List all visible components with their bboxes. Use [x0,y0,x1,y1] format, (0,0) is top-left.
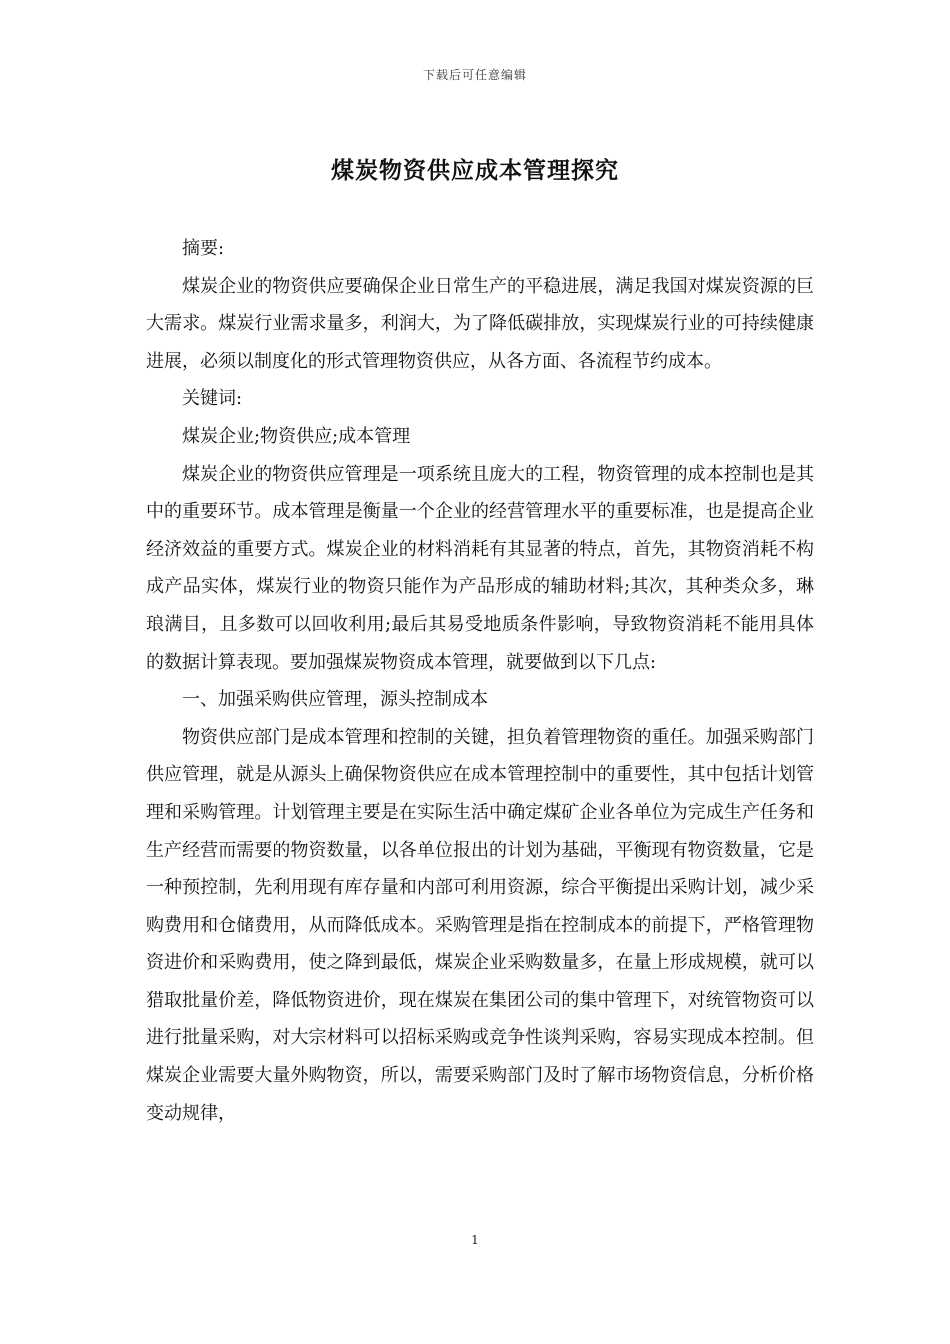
document-body [146,230,814,1132]
page-number: 1 [471,1233,479,1247]
section-1-paragraph: 物资供应部门是成本管理和控制的关键，担负着管理物资的重任。加强采购部门供应管理，就是从源头上确保物资供应在成本管理控制中的重要性，其中包括计划管理和采购管理。计划管理主要是在实际生活中确定煤矿企业各单位为完成生产任务和生产经营而需要的物资数量，以各单位报出的计划为基础，平衡现有物资数量，它是一种预控制，先利用现有库存量和内部可利用资源，综合平衡提出采购计划，减少采购费用和仓储费用，从而降低成本。采购管理是指在控制成本的前提下，严格管理物资进价和采购费用，使之降到最低，煤炭企业采购数量多，在量上形成规模，就可以猎取批量价差，降低物资进价，现在煤炭在集团公司的集中管理下，对统管物资可以进行批量采购，对大宗材料可以招标采购或竞争性谈判采购，容易实现成本控制。但煤炭企业需要大量外购物资，所以，需要采购部门及时了解市场物资信息，分析价格变动规律， [146,726,814,1124]
abstract-heading: 摘要: [182,238,225,259]
header-note: 下载后可任意编辑 [422,68,527,82]
intro-paragraph: 煤炭企业的物资供应管理是一项系统且庞大的工程，物资管理的成本控制也是其中的重要环节。成本管理是衡量一个企业的经营管理水平的重要标准，也是提高企业经济效益的重要方式。煤炭企业的材料消耗有其显著的特点，首先，其物资消耗不构成产品实体，煤炭行业的物资只能作为产品形成的辅助材料;其次，其种类众多，琳琅满目，且多数可以回收利用;最后其易受地质条件影响，导致物资消耗不能用具体的数据计算表现。要加强煤炭物资成本管理，就要做到以下几点: [146,463,814,673]
abstract-paragraph: 煤炭企业的物资供应要确保企业日常生产的平稳进展，满足我国对煤炭资源的巨大需求。煤炭行业需求量多，利润大，为了降低碳排放，实现煤炭行业的可持续健康进展，必须以制度化的形式管理物资供应，从各方面、各流程节约成本。 [146,275,814,372]
keywords-heading: 关键词: [182,388,243,410]
section-heading-1: 一、加强采购供应管理，源头控制成本 [182,689,488,711]
keywords-list: 煤炭企业;物资供应;成本管理 [182,425,411,447]
document-title: 煤炭物资供应成本管理探究 [331,157,619,184]
